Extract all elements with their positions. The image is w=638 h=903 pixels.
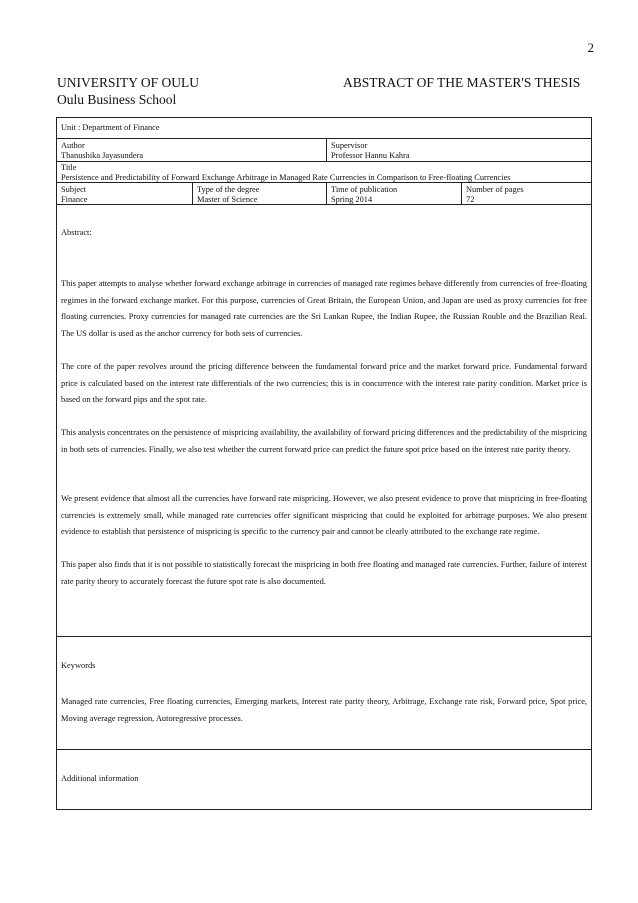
subject-value: Finance <box>61 195 88 204</box>
additional-info-section <box>57 750 591 809</box>
degree-value: Master of Science <box>197 195 258 204</box>
title-row <box>57 162 591 183</box>
publication-time-value: Spring 2014 <box>331 195 373 204</box>
subject-label: Subject <box>61 185 87 194</box>
supervisor-value: Professor Hannu Kahra <box>331 151 410 160</box>
author-supervisor-row <box>57 139 591 162</box>
keywords-value: Managed rate currencies, Free floating currencies, Emerging markets, Interest rate parity theory, Arbitrage, Exchange rate risk, Forward price, Spot price, Moving average regression, Autoregressive processes. <box>61 697 587 723</box>
publication-time-cell <box>326 183 461 204</box>
page-count-cell <box>461 183 591 204</box>
keywords-section <box>57 637 591 750</box>
title-value: Persistence and Predictability of Forward Exchange Arbitrage in Managed Rate Currencies in Comparison to Free-floating Currencies <box>61 173 511 182</box>
degree-label: Type of the degree <box>197 185 260 194</box>
author-value: Thanushika Jayasundera <box>61 151 144 160</box>
supervisor-cell <box>326 139 591 161</box>
page-count-label: Number of pages <box>466 185 524 194</box>
degree-cell <box>192 183 326 204</box>
supervisor-label: Supervisor <box>331 141 368 150</box>
abstract-paragraph: This paper attempts to analyse whether forward exchange arbitrage in currencies of managed rate regimes behave differently from currencies of free-floating regimes in the forward exchange market. For this purpose, currencies of Great Britain, the European Union, and Japan are used as proxy currencies for free floating currencies. Proxy currencies for managed rate currencies are the Sri Lankan Rupee, the Indian Rupee, the Russian Rouble and the Brazilian Real. The US dollar is used as the anchor currency for both sets of currencies. <box>61 279 587 338</box>
title-label: Title <box>61 163 77 172</box>
unit-cell: Unit : Department of Finance <box>61 123 160 132</box>
author-cell <box>57 139 326 161</box>
university-header <box>57 74 199 108</box>
thesis-abstract-form <box>56 117 592 810</box>
abstract-paragraph: The core of the paper revolves around the pricing difference between the fundamental forward price and the market forward price. Fundamental forward price is calculated based on the interest rate differentials of the two currencies; this is in concurrence with the interest rate parity condition. Market price is based on the forward pips and the spot rate. <box>61 362 587 404</box>
page-number: 2 <box>587 40 594 55</box>
page-count-value: 72 <box>466 195 475 204</box>
unit-row <box>57 118 591 139</box>
abstract-label: Abstract: <box>61 228 92 237</box>
keywords-label: Keywords <box>61 661 96 670</box>
abstract-section <box>57 205 591 637</box>
school-name: Oulu Business School <box>57 92 177 107</box>
subject-cell <box>57 183 192 204</box>
details-row <box>57 183 591 205</box>
additional-info-label: Additional information <box>61 774 139 783</box>
university-name: UNIVERSITY OF OULU <box>57 75 199 90</box>
abstract-paragraph: This paper also finds that it is not possible to statistically forecast the mispricing in both free floating and managed rate currencies. Further, failure of interest rate parity theory to accurately forecast the future spot rate is also documented. <box>61 560 587 586</box>
title-cell <box>57 162 591 182</box>
abstract-paragraph: We present evidence that almost all the currencies have forward rate mispricing. However, we also present evidence to prove that mispricing in free-floating currencies is extremely small, while managed rate currencies offer significant mispricing that could be exploited for arbitrage purposes. We also present evidence to establish that persistence of mispricing is specific to the currency pair and cannot be clearly attributed to the exchange rate regime. <box>61 494 587 536</box>
author-label: Author <box>61 141 85 150</box>
publication-time-label: Time of publication <box>331 185 398 194</box>
document-type: ABSTRACT OF THE MASTER'S THESIS <box>343 75 581 90</box>
abstract-paragraph: This analysis concentrates on the persistence of mispricing availability, the availability of forward pricing differences and the predictability of the mispricing in both sets of currencies. Finally, we also test whether the current forward price can predict the future spot price based on the interest rate parity theory. <box>61 428 587 454</box>
